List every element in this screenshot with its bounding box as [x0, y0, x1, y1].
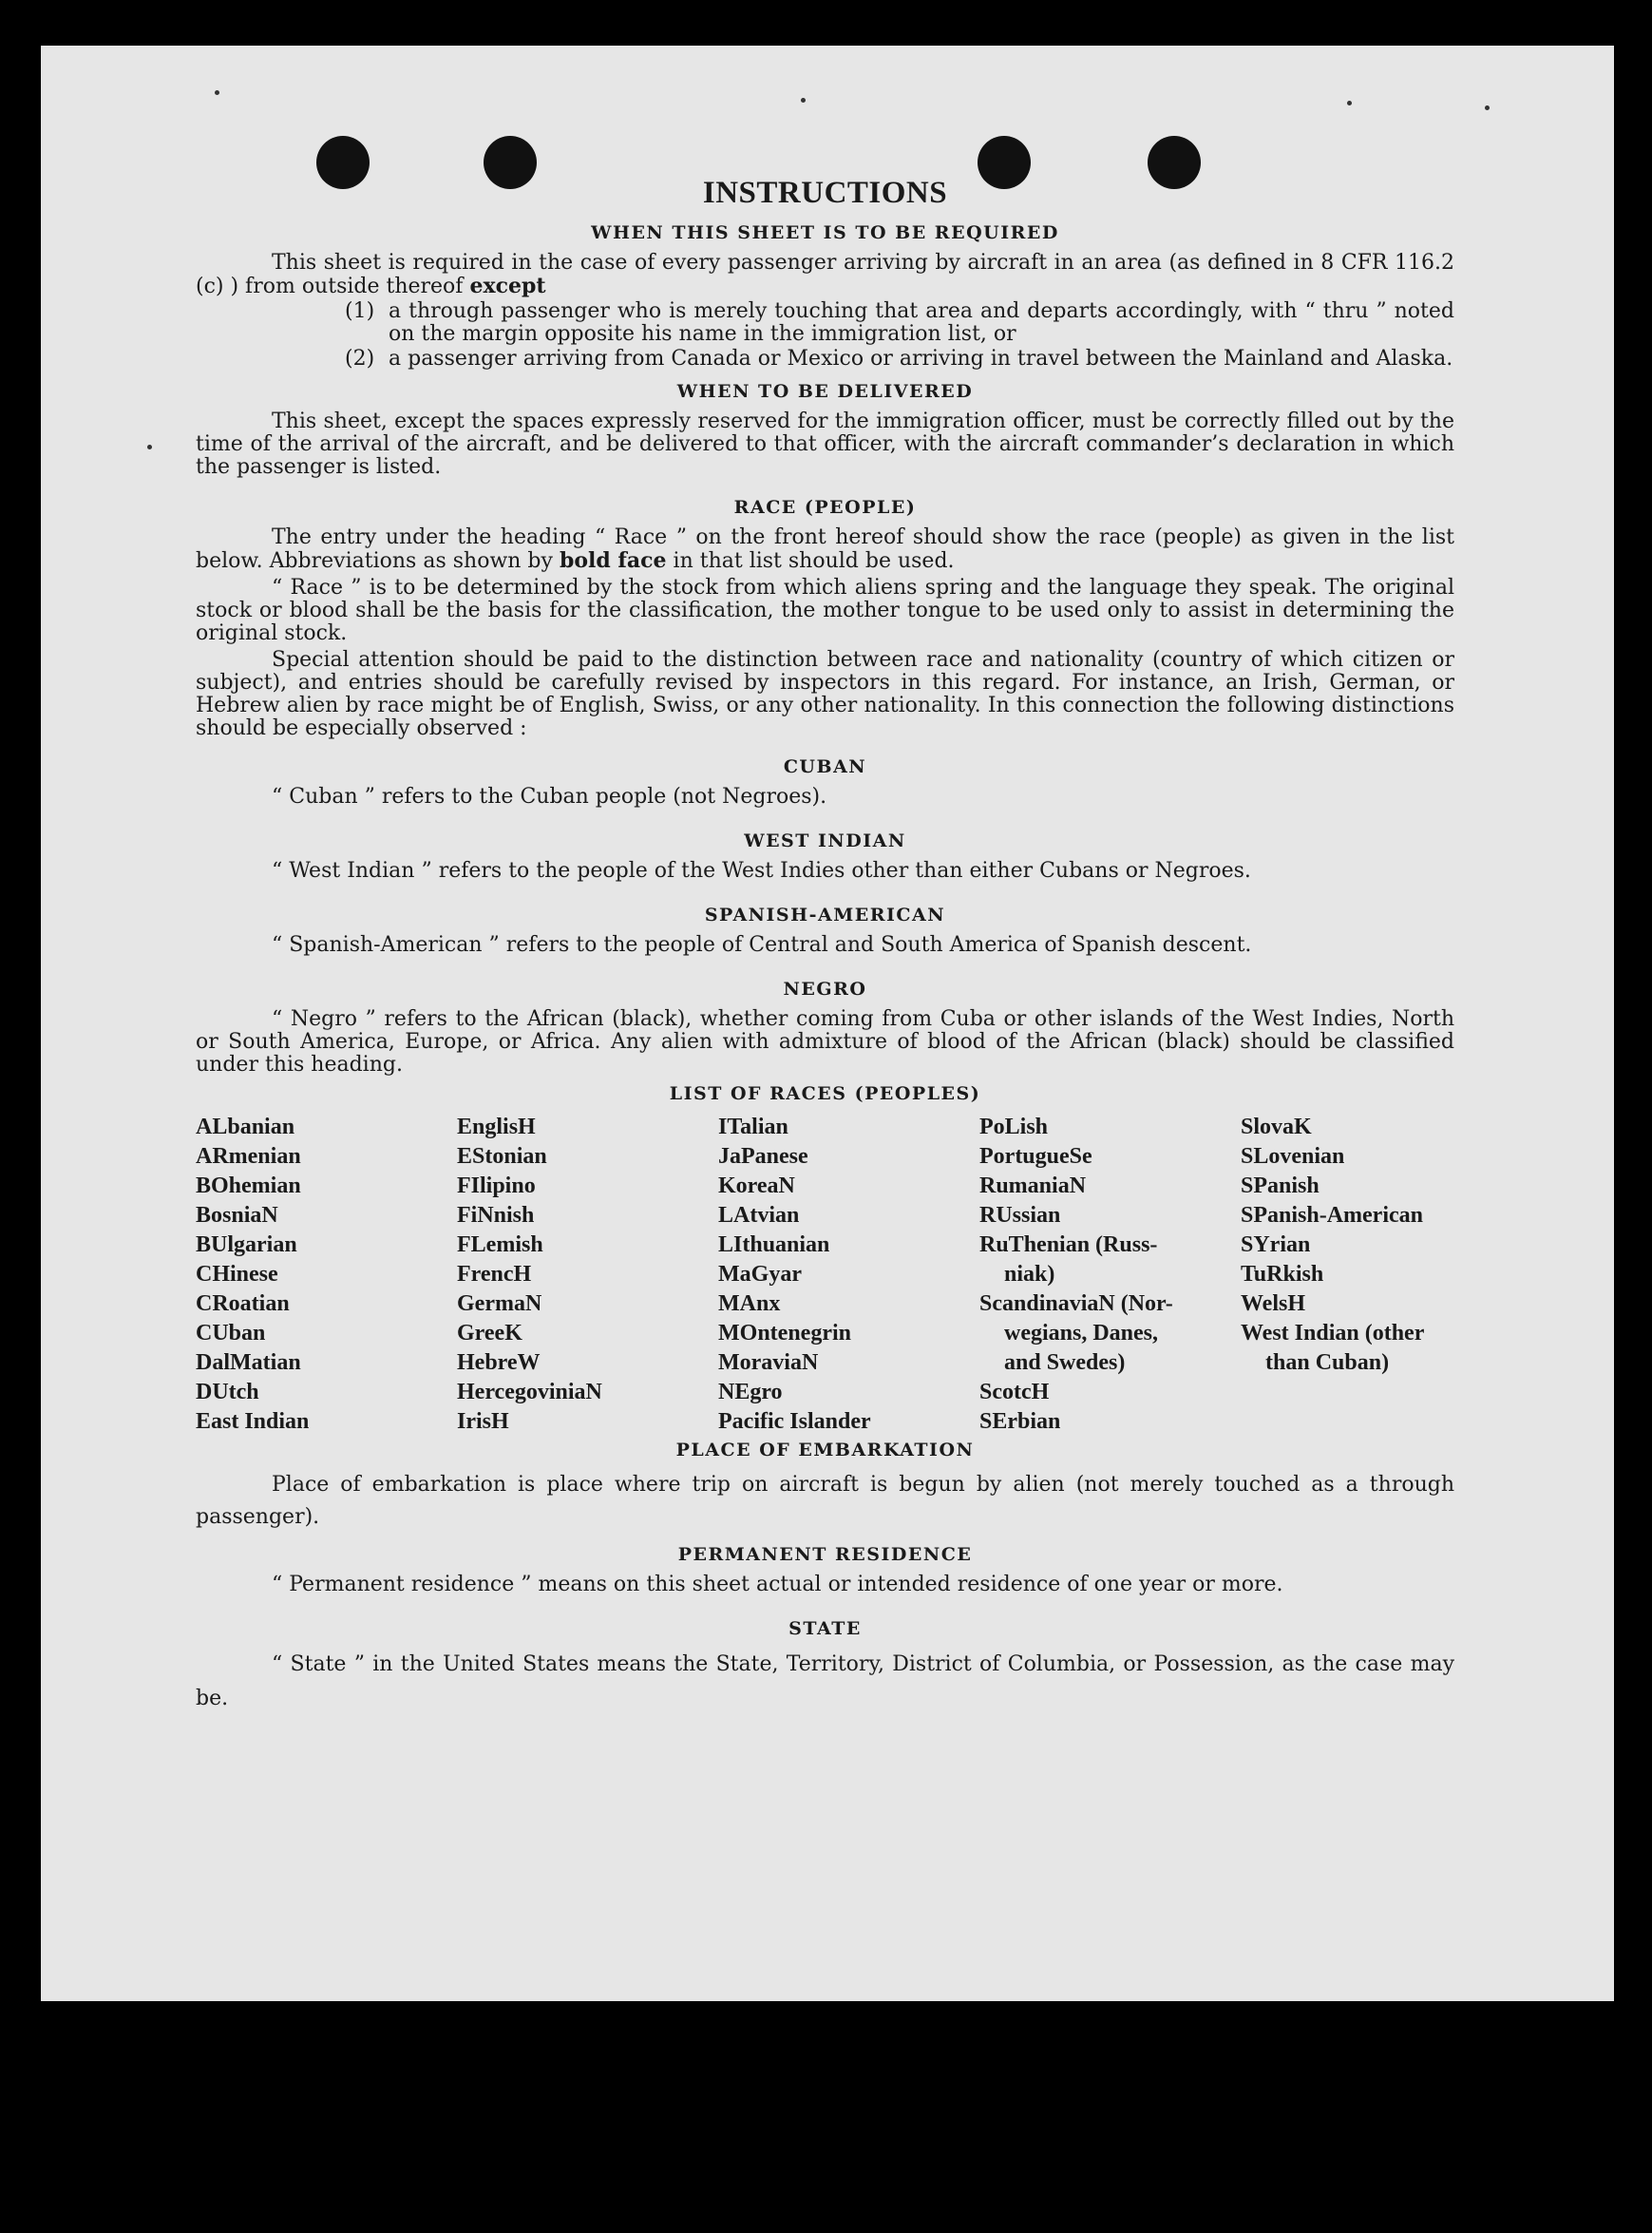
speck — [801, 98, 806, 103]
race-entry: East Indian — [196, 1409, 310, 1434]
race-entry: JaPanese — [718, 1144, 808, 1169]
races-column-3 — [718, 1113, 979, 1437]
race-entry: HebreW — [457, 1350, 541, 1375]
heading-negro: NEGRO — [783, 979, 867, 1000]
required-item-1: (1) a through passenger who is merely touching that area and departs accordingly, with “ thru ” noted on the margin opposite his name in the immigration list, or — [345, 299, 1454, 346]
race-entry: DalMatian — [196, 1350, 301, 1375]
residence-text: “ Permanent residence ” means on this sheet actual or intended residence of one year or more. — [272, 1573, 1283, 1596]
speck — [215, 90, 219, 95]
page-title: INSTRUCTIONS — [702, 176, 948, 210]
race-entry: TuRkish — [1241, 1262, 1324, 1287]
speck — [1485, 105, 1490, 110]
race-entry: FIlipino — [457, 1174, 536, 1198]
spanish-american-text: “ Spanish-American ” refers to the people of Central and South America of Spanish descent. — [272, 933, 1252, 957]
races-column-2 — [457, 1113, 718, 1437]
instructions-content — [196, 174, 1454, 1716]
race-entry: niak) — [1004, 1262, 1055, 1287]
race-entry: NEgro — [718, 1380, 783, 1404]
race-entry: ALbanian — [196, 1115, 295, 1139]
race-entry: KoreaN — [718, 1174, 795, 1198]
race-entry: FLemish — [457, 1232, 543, 1257]
race-entry: EnglisH — [457, 1115, 536, 1139]
race-paragraph-2: “ Race ” is to be determined by the stock from which aliens spring and the language they speak. The original stock or blood shall be the basis for the classification, the mother tongue to be used only to assist in determining the original stock. — [196, 576, 1454, 645]
heading-list-of-races: LIST OF RACES (PEOPLES) — [669, 1083, 981, 1104]
races-table — [196, 1113, 1454, 1437]
speck — [1347, 101, 1352, 105]
delivered-text: This sheet, except the spaces expressly reserved for the immigration officer, must be correctly filled out by the time of the arrival of the aircraft, and be delivered to that officer, with the aircraft commander’s declaration in which the passenger is listed. — [196, 410, 1454, 479]
race-entry: MoraviaN — [718, 1350, 819, 1375]
west-indian-text: “ West Indian ” refers to the people of the West Indies other than either Cubans or Negroes. — [272, 859, 1251, 883]
race-entry: FiNnish — [457, 1203, 535, 1228]
speck — [147, 445, 152, 449]
race-entry: SPanish-American — [1241, 1203, 1423, 1228]
race-entry: CUban — [196, 1321, 266, 1346]
races-column-4 — [979, 1113, 1241, 1437]
race-entry: MAnx — [718, 1291, 781, 1316]
race-paragraph-1: The entry under the heading “ Race ” on the front hereof should show the race (people) as given in the list below. Abbreviations as shown by bold face in that list should be used. — [196, 525, 1454, 573]
race-entry: RUssian — [979, 1203, 1061, 1228]
required-intro: This sheet is required in the case of every passenger arriving by aircraft in an area (as defined in 8 CFR 116.2 (c) ) from outside thereof except — [196, 251, 1454, 298]
race-entry: SYrian — [1241, 1232, 1311, 1257]
race-entry: SPanish — [1241, 1174, 1320, 1198]
race-entry: LAtvian — [718, 1203, 800, 1228]
heading-cuban: CUBAN — [783, 756, 867, 777]
race-entry: HercegoviniaN — [457, 1380, 602, 1404]
heading-when-delivered: WHEN TO BE DELIVERED — [676, 381, 974, 402]
race-entry: MaGyar — [718, 1262, 802, 1287]
race-entry: BOhemian — [196, 1174, 301, 1198]
race-entry: wegians, Danes, — [1004, 1321, 1159, 1346]
race-entry: MOntenegrin — [718, 1321, 851, 1346]
race-entry: SLovenian — [1241, 1144, 1345, 1169]
race-entry: SErbian — [979, 1409, 1061, 1434]
race-entry: PoLish — [979, 1115, 1049, 1139]
heading-race: RACE (PEOPLE) — [733, 497, 917, 518]
race-entry: GermaN — [457, 1291, 542, 1316]
race-entry: WelsH — [1241, 1291, 1306, 1316]
race-entry: DUtch — [196, 1380, 259, 1404]
embarkation-text: Place of embarkation is place where trip on aircraft is begun by alien (not merely touched as a through passenger). — [196, 1473, 1454, 1529]
race-entry: LIthuanian — [718, 1232, 830, 1257]
race-entry: BosniaN — [196, 1203, 278, 1228]
race-entry: BUlgarian — [196, 1232, 297, 1257]
race-entry: EStonian — [457, 1144, 547, 1169]
state-text: “ State ” in the United States means the State, Territory, District of Columbia, or Possession, as the case may be. — [196, 1652, 1454, 1710]
heading-spanish-american: SPANISH-AMERICAN — [704, 905, 946, 926]
race-entry: and Swedes) — [1004, 1350, 1126, 1375]
race-entry: RumaniaN — [979, 1174, 1087, 1198]
cuban-text: “ Cuban ” refers to the Cuban people (not Negroes). — [272, 785, 827, 809]
heading-place-of-embarkation: PLACE OF EMBARKATION — [675, 1440, 975, 1460]
race-entry: Pacific Islander — [718, 1409, 871, 1434]
race-entry: SlovaK — [1241, 1115, 1312, 1139]
races-column-5 — [1241, 1113, 1454, 1437]
race-entry: FrencH — [457, 1262, 532, 1287]
race-entry: CRoatian — [196, 1291, 290, 1316]
negro-text: “ Negro ” refers to the African (black), whether coming from Cuba or other islands of the West Indies, North or South America, Europe, or Africa. Any alien with admixture of blood of the African (black) should be classified under this heading. — [196, 1007, 1454, 1077]
heading-state: STATE — [788, 1618, 862, 1639]
race-entry: ARmenian — [196, 1144, 301, 1169]
race-entry: West Indian (other — [1241, 1321, 1425, 1346]
race-entry: IrisH — [457, 1409, 509, 1434]
races-column-1 — [196, 1113, 457, 1437]
race-entry: ScotcH — [979, 1380, 1050, 1404]
heading-permanent-residence: PERMANENT RESIDENCE — [677, 1544, 973, 1565]
heading-when-required: WHEN THIS SHEET IS TO BE REQUIRED — [591, 222, 1059, 243]
heading-west-indian: WEST INDIAN — [744, 830, 906, 851]
race-entry: RuThenian (Russ- — [979, 1232, 1158, 1257]
race-entry: ScandinaviaN (Nor- — [979, 1291, 1173, 1316]
race-entry: than Cuban) — [1265, 1350, 1390, 1375]
required-item-2: (2) a passenger arriving from Canada or Mexico or arriving in travel between the Mainland and Alaska. — [345, 347, 1453, 371]
race-entry: GreeK — [457, 1321, 522, 1346]
race-entry: ITalian — [718, 1115, 788, 1139]
race-entry: PortugueSe — [979, 1144, 1092, 1169]
race-entry: CHinese — [196, 1262, 278, 1287]
document-sheet — [41, 46, 1614, 2001]
race-paragraph-3: Special attention should be paid to the distinction between race and nationality (country of which citizen or subject), and entries should be carefully revised by inspectors in this regard. For instance, an Irish, German, or Hebrew alien by race might be of English, Swiss, or any other nationality. In this connection the following distinctions should be especially observed : — [196, 648, 1454, 740]
